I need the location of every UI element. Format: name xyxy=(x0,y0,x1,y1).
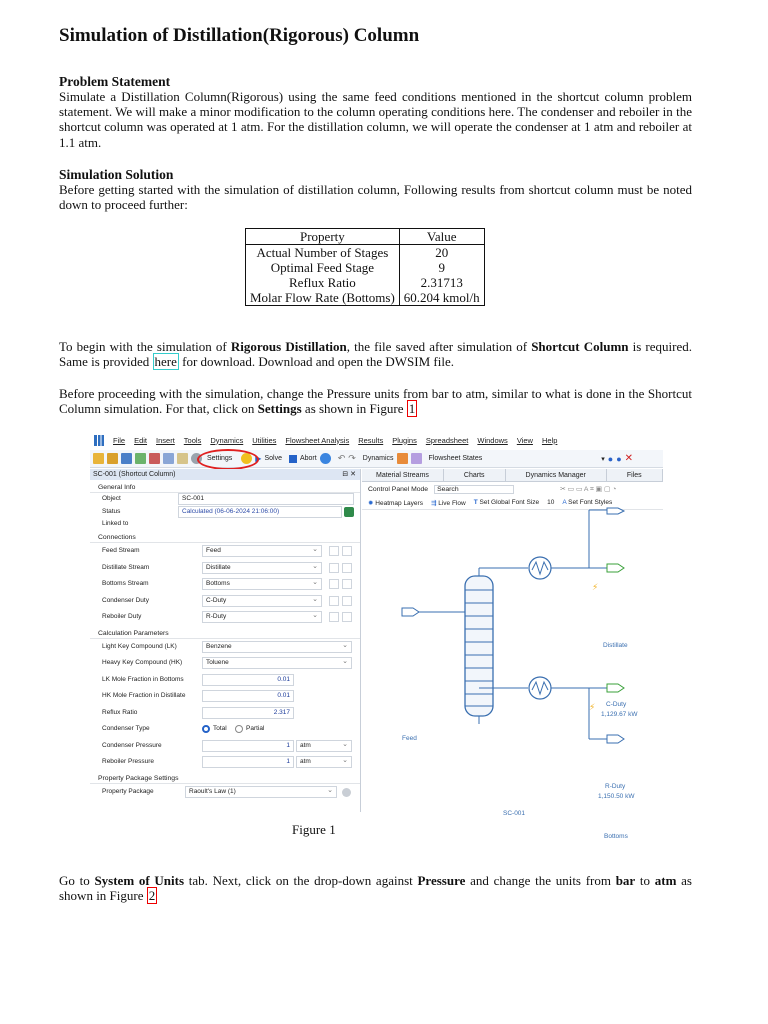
menu-help[interactable]: Help xyxy=(541,435,558,445)
table-cell: 60.204 kmol/h xyxy=(399,290,484,306)
distillate-stream-select[interactable]: Distillate ⌄ xyxy=(202,562,322,574)
open-folder-icon[interactable] xyxy=(107,453,118,464)
close-icon[interactable]: ✕ xyxy=(624,453,634,464)
condenser-duty-label: Condenser Duty xyxy=(102,596,149,604)
flowsheet-tabs xyxy=(362,469,663,482)
text-run: tab. Next, click on the drop-down against xyxy=(184,873,418,888)
radio-total-label: Total xyxy=(213,725,227,732)
drop-icon[interactable]: ● xyxy=(607,453,614,464)
condenser-pressure-input[interactable]: 1 xyxy=(202,740,294,752)
wrench-icon[interactable] xyxy=(342,579,352,589)
text-run: as shown in Figure xyxy=(301,401,407,417)
save-icon[interactable] xyxy=(121,453,132,464)
page-title: Simulation of Distillation(Rigorous) Column xyxy=(59,25,420,46)
hk-distillate-input[interactable]: 0.01 xyxy=(202,690,294,702)
text-run: to xyxy=(635,873,655,888)
bold-run: Shortcut Column xyxy=(531,339,629,354)
condenser-duty-select[interactable]: C-Duty ⌄ xyxy=(202,595,322,607)
flowsheet-states-button[interactable]: Flowsheet States xyxy=(428,455,483,462)
tab-dynamics-manager[interactable]: Dynamics Manager xyxy=(506,469,607,481)
section-property-package: Property Package Settings xyxy=(90,774,360,784)
units-paragraph xyxy=(59,873,692,903)
bottoms-arrow-icon[interactable] xyxy=(607,735,624,743)
condenser-pressure-unit-select[interactable]: atm ⌄ xyxy=(296,740,352,752)
reboiler-duty-select[interactable]: R-Duty ⌄ xyxy=(202,611,322,623)
table-cell: Optimal Feed Stage xyxy=(246,260,400,275)
tab-material-streams[interactable]: Material Streams xyxy=(362,469,444,481)
process-flow-diagram xyxy=(362,510,663,800)
radio-partial-label: Partial xyxy=(246,725,265,732)
bold-run: atm xyxy=(654,873,677,888)
lk-bottoms-input[interactable]: 0.01 xyxy=(202,674,294,686)
tab-files[interactable]: Files xyxy=(607,469,663,481)
heatmap-layers-button[interactable]: ✹ Heatmap Layers xyxy=(368,499,423,507)
bold-run: Pressure xyxy=(417,873,466,888)
r-duty-arrow-icon[interactable] xyxy=(607,684,624,692)
energy-stream-icon[interactable] xyxy=(149,453,160,464)
distillate-stream-label: Distillate Stream xyxy=(102,563,150,571)
lightning-icon[interactable] xyxy=(329,546,339,556)
font-size-value[interactable]: 10 xyxy=(547,499,555,506)
units-icon[interactable] xyxy=(163,453,174,464)
set-font-size-button[interactable]: T Set Global Font Size xyxy=(473,499,540,506)
status-field: Calculated (06-06-2024 21:06:00) xyxy=(178,506,342,518)
stop-icon xyxy=(289,455,297,463)
status-label: Status xyxy=(102,508,121,515)
section-general-info: General Info xyxy=(90,483,360,493)
figure-2-ref-link[interactable]: 2 xyxy=(148,888,156,904)
material-stream-icon[interactable] xyxy=(135,453,146,464)
problem-statement-section xyxy=(59,74,692,150)
text-run: and change the units from xyxy=(465,873,616,888)
live-flow-button[interactable]: ⇶ Live Flow xyxy=(430,499,466,507)
connection-row xyxy=(90,543,360,560)
wrench-icon[interactable] xyxy=(342,596,352,606)
lightning-icon[interactable] xyxy=(329,579,339,589)
settings-circle-icon[interactable] xyxy=(342,788,351,797)
table-header-property: Property xyxy=(246,229,400,245)
feed-arrow-icon[interactable] xyxy=(402,608,419,616)
text-run: Go to xyxy=(59,873,95,888)
bottoms-stream-select[interactable]: Bottoms ⌄ xyxy=(202,578,322,590)
r-duty-lightning-icon: ⚡ xyxy=(589,702,596,712)
wrench-icon[interactable] xyxy=(342,612,352,622)
control-panel-bar xyxy=(362,482,663,496)
table-row xyxy=(246,245,485,261)
set-font-styles-button[interactable]: A Set Font Styles xyxy=(562,499,613,506)
feed-stream-label: Feed Stream xyxy=(102,547,140,554)
chevron-down-icon[interactable]: ▾ xyxy=(601,455,605,463)
menu-dynamics[interactable]: Dynamics xyxy=(210,435,244,445)
figure-1-caption: Figure 1 xyxy=(292,822,336,837)
connection-row xyxy=(90,609,360,626)
text-run: for download. Download and open the DWSIM file. xyxy=(178,354,454,370)
heatmap-icon: ✹ xyxy=(368,499,374,507)
editor-title: SC-001 (Shortcut Column) xyxy=(93,471,176,478)
download-link[interactable]: here xyxy=(154,354,177,370)
c-duty-arrow-icon[interactable] xyxy=(607,564,624,572)
flowsheet-panel xyxy=(362,469,663,840)
menu-plugins[interactable]: Plugins xyxy=(392,435,417,445)
shortcut-results-table xyxy=(245,228,485,306)
app-logo-icon xyxy=(94,435,104,446)
table-header-value: Value xyxy=(399,229,484,245)
problem-statement-text: Simulate a Distillation Column(Rigorous) using the same feed conditions mentioned in the shortcut column problem statement. We will make a minor modification to the column operating conditions here. The condenser and reboiler in the shortcut column was operated at 1 atm. For the distillation column, we will operate the condenser at 1 atm and reboiler at 1.1 atm. xyxy=(59,89,692,150)
hk-label: Heavy Key Compound (HK) xyxy=(102,659,183,666)
pin-close-icon[interactable]: ⊟ ✕ xyxy=(342,471,356,478)
r-duty-label: R-Duty xyxy=(605,783,626,790)
dynamics-button[interactable]: Dynamics xyxy=(362,455,394,462)
toolbar xyxy=(90,450,663,468)
lk-label: Light Key Compound (LK) xyxy=(102,642,177,650)
c-duty-value: 1,129.67 kW xyxy=(601,711,638,718)
settings-highlight-ring xyxy=(197,449,262,470)
menu-bar xyxy=(90,430,663,450)
notes-icon[interactable] xyxy=(177,453,188,464)
shortcut-column-editor xyxy=(90,469,361,812)
c-duty-label: C-Duty xyxy=(606,701,627,708)
cut-copy-paste-icons[interactable]: ✂ ▭ ▭ A ⌗ ▣ ▢ ◔ xyxy=(560,485,617,493)
redo-icon[interactable]: ↷ xyxy=(348,453,356,463)
live-flow-icon: ⇶ xyxy=(430,499,437,507)
font-style-icon: A xyxy=(562,499,567,506)
search-input[interactable]: Search xyxy=(434,485,514,494)
section-connections: Connections xyxy=(90,533,360,543)
table-cell: 9 xyxy=(399,260,484,275)
lightning-icon[interactable] xyxy=(329,563,339,573)
section-calculation-parameters: Calculation Parameters xyxy=(90,629,360,639)
table-header-row xyxy=(246,229,485,245)
object-field[interactable]: SC-001 xyxy=(178,493,354,505)
intro-paragraph xyxy=(59,339,692,369)
c-duty-lightning-icon: ⚡ xyxy=(592,582,599,592)
connection-row xyxy=(90,560,360,577)
bold-run: bar xyxy=(615,873,636,888)
text-run: is required. Same is provided xyxy=(59,339,692,370)
column-label: SC-001 xyxy=(503,810,526,817)
reboiler-pressure-unit-select[interactable]: atm ⌄ xyxy=(296,756,352,768)
table-cell: 2.31713 xyxy=(399,275,484,290)
menu-edit[interactable]: Edit xyxy=(134,435,148,445)
menu-tools[interactable]: Tools xyxy=(183,435,202,445)
menu-spreadsheet[interactable]: Spreadsheet xyxy=(425,435,469,445)
undo-icon[interactable]: ↶ xyxy=(337,453,346,463)
table-row xyxy=(246,260,485,275)
reboiler-icon[interactable] xyxy=(529,677,551,699)
lk-select[interactable]: Benzene ⌄ xyxy=(202,641,352,653)
bottoms-label: Bottoms xyxy=(604,833,628,840)
r-duty-value: 1,150.50 kW xyxy=(598,793,635,800)
wrench-icon[interactable] xyxy=(342,563,352,573)
pin-icon[interactable]: ● xyxy=(616,453,622,464)
simulation-solution-section xyxy=(59,167,692,212)
figure-1-ref-link[interactable]: 1 xyxy=(408,401,416,417)
toggle-icon[interactable] xyxy=(320,453,331,464)
feed-label: Feed xyxy=(402,735,417,742)
table-cell: Actual Number of Stages xyxy=(246,245,400,261)
lk-bottoms-label: LK Mole Fraction in Bottoms xyxy=(102,675,184,683)
tab-charts[interactable]: Charts xyxy=(444,469,506,481)
linked-to-label: Linked to xyxy=(102,520,129,527)
chart-icon[interactable] xyxy=(411,453,422,464)
feed-stream-select[interactable]: Feed ⌄ xyxy=(202,545,322,557)
connection-row xyxy=(90,576,360,593)
table-cell: Molar Flow Rate (Bottoms) xyxy=(246,290,400,306)
reboiler-pressure-label: Reboiler Pressure xyxy=(102,758,155,765)
reflux-ratio-label: Reflux Ratio xyxy=(102,708,138,716)
play-icon: ▶ xyxy=(255,454,262,463)
text-run: , the file saved after simulation of xyxy=(346,339,532,354)
reflux-ratio-input[interactable]: 2.317 xyxy=(202,707,294,719)
simulation-solution-text: Before getting started with the simulation of distillation column, Following results from shortcut column must be noted down to proceed further: xyxy=(59,182,692,213)
font-size-icon: T xyxy=(473,499,478,506)
reboiler-duty-label: Reboiler Duty xyxy=(102,613,142,620)
table-cell: Reflux Ratio xyxy=(246,275,400,290)
wrench-icon[interactable] xyxy=(342,546,352,556)
property-package-select[interactable]: Raoult's Law (1) ⌄ xyxy=(185,786,337,798)
distillation-column-shape[interactable] xyxy=(465,576,493,716)
object-label: Object xyxy=(102,495,121,502)
condenser-icon[interactable] xyxy=(529,557,551,579)
text-run: Before proceeding with the simulation, change the Pressure units from bar to atm, similar to what is done in the Shortcut Column simulation. For that, click on xyxy=(59,386,692,417)
bold-run: Settings xyxy=(257,401,302,417)
menu-insert[interactable]: Insert xyxy=(156,435,175,445)
menu-utilities[interactable]: Utilities xyxy=(252,435,277,445)
menu-view[interactable]: View xyxy=(516,435,533,445)
abort-button[interactable]: Abort xyxy=(299,455,317,462)
control-panel-mode-button[interactable]: Control Panel Mode xyxy=(368,485,429,493)
new-file-icon[interactable] xyxy=(93,453,104,464)
distillate-label: Distillate xyxy=(603,642,628,649)
radio-partial-icon[interactable] xyxy=(235,725,243,733)
settings-paragraph xyxy=(59,386,692,416)
menu-results[interactable]: Results xyxy=(358,435,384,445)
lightning-icon[interactable] xyxy=(329,612,339,622)
lightning-icon[interactable] xyxy=(329,596,339,606)
table-cell: 20 xyxy=(399,245,484,261)
text-run: as shown in Figure xyxy=(59,873,692,904)
bold-run: System of Units xyxy=(94,873,185,888)
problem-statement-heading: Problem Statement xyxy=(59,74,171,89)
condenser-type-label: Condenser Type xyxy=(102,725,150,732)
menu-flowsheet-analysis[interactable]: Flowsheet Analysis xyxy=(285,435,350,445)
dynamics-run-icon[interactable] xyxy=(397,453,408,464)
condenser-pressure-label: Condenser Pressure xyxy=(102,741,162,749)
hk-select[interactable]: Toluene ⌄ xyxy=(202,657,352,669)
property-package-label: Property Package xyxy=(102,787,154,795)
text-run: To begin with the simulation of xyxy=(59,339,231,354)
radio-total-icon[interactable] xyxy=(202,725,210,733)
hk-distillate-label: HK Mole Fraction in Distillate xyxy=(102,692,186,699)
reboiler-pressure-input[interactable]: 1 xyxy=(202,756,294,768)
checkmark-icon xyxy=(344,507,354,517)
connection-row xyxy=(90,593,360,610)
editor-title-bar xyxy=(90,469,360,480)
menu-windows[interactable]: Windows xyxy=(477,435,508,445)
simulation-solution-heading: Simulation Solution xyxy=(59,167,174,182)
bottoms-stream-label: Bottoms Stream xyxy=(102,580,149,587)
table-row xyxy=(246,290,485,306)
solve-button[interactable]: Solve xyxy=(264,455,282,462)
bold-run: Rigorous Distillation xyxy=(230,339,347,354)
menu-file[interactable]: File xyxy=(113,435,126,445)
table-row xyxy=(246,275,485,290)
settings-button[interactable]: Settings xyxy=(207,455,233,462)
